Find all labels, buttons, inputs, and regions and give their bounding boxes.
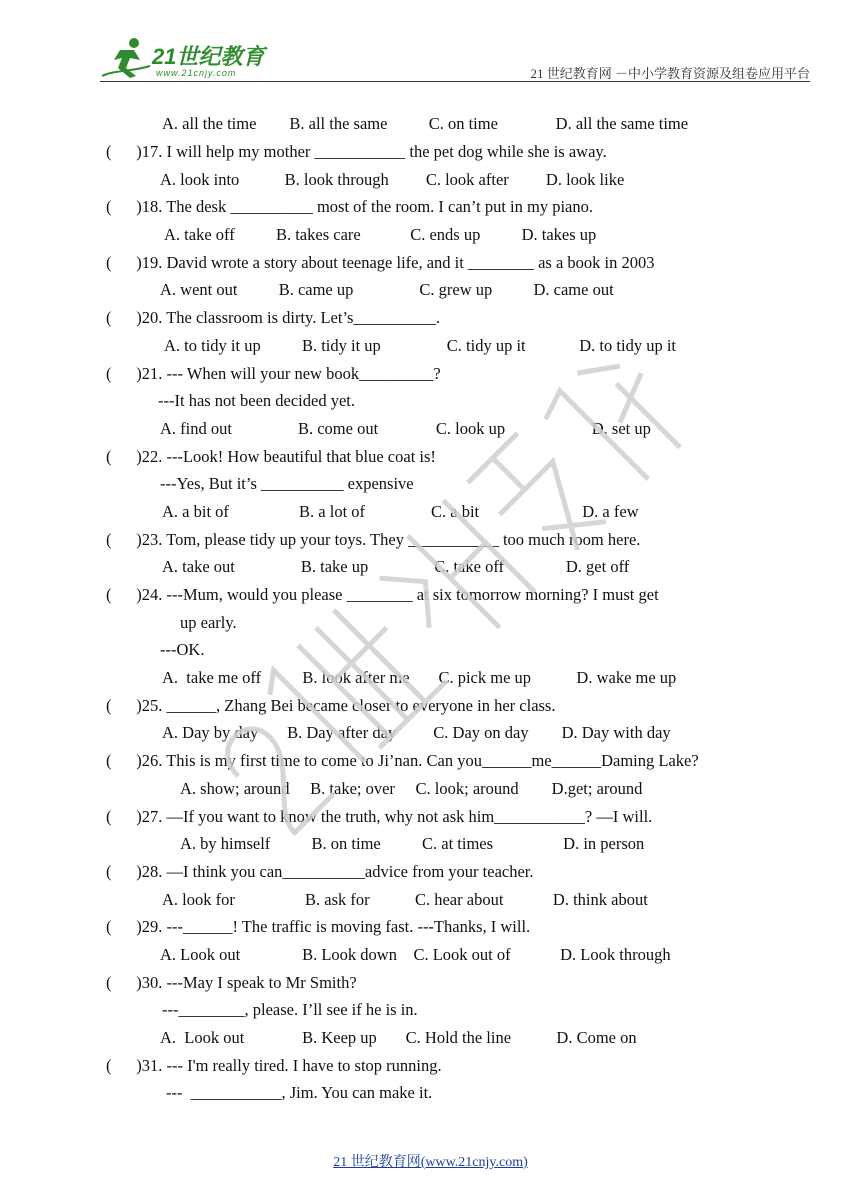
option-line: A. to tidy it up B. tidy it up C. tidy up it D. to tidy up it xyxy=(164,336,676,355)
question-29: ( )29. ---______! The traffic is moving fast. ---Thanks, I will. xyxy=(106,917,531,936)
question-continuation: up early. xyxy=(180,613,237,632)
option-line: A. Look out B. Keep up C. Hold the line D. Come on xyxy=(160,1028,637,1047)
header-divider xyxy=(100,81,810,82)
question-21: ( )21. --- When will your new book_________? xyxy=(106,364,441,383)
option-line: A. take out B. take up C. take off D. get off xyxy=(162,557,630,576)
question-19: ( )19. David wrote a story about teenage life, and it ________ as a book in 2003 xyxy=(106,253,655,272)
option-line: A. went out B. came up C. grew up D. came out xyxy=(160,280,614,299)
logo-text: 21世纪教育 xyxy=(152,44,265,69)
question-27: ( )27. —If you want to know the truth, why not ask him___________? —I will. xyxy=(106,807,653,826)
page-header xyxy=(100,36,810,82)
question-31: ( )31. --- I'm really tired. I have to stop running. xyxy=(106,1056,442,1075)
option-line: A. Day by day B. Day after day C. Day on day D. Day with day xyxy=(162,723,671,742)
question-23: ( )23. Tom, please tidy up your toys. They ___________ too much room here. xyxy=(106,530,641,549)
question-17: ( )17. I will help my mother ___________ the pet dog while she is away. xyxy=(106,142,607,161)
option-line: A. take off B. takes care C. ends up D. takes up xyxy=(164,225,597,244)
dialogue-line: ---________, please. I’ll see if he is in. xyxy=(162,1000,418,1019)
option-line: A. show; around B. take; over C. look; around D.get; around xyxy=(180,779,643,798)
option-line: A. all the time B. all the same C. on time D. all the same time xyxy=(162,114,689,133)
option-line: A. take me off B. look after me C. pick me up D. wake me up xyxy=(162,668,677,687)
header-title: 21 世纪教育网 －中小学教育资源及组卷应用平台 xyxy=(530,66,810,81)
dialogue-line: ---OK. xyxy=(160,640,205,659)
option-line: A. by himself B. on time C. at times D. in person xyxy=(180,834,645,853)
question-24: ( )24. ---Mum, would you please ________ at six tomorrow morning? I must get xyxy=(106,585,659,604)
dialogue-line: --- ___________, Jim. You can make it. xyxy=(166,1083,433,1102)
page-footer xyxy=(0,1151,861,1171)
site-logo xyxy=(100,36,280,82)
logo-url: www.21cnjy.com xyxy=(156,68,237,78)
dialogue-line: ---Yes, But it’s __________ expensive xyxy=(160,474,414,493)
option-line: A. a bit of B. a lot of C. a bit D. a few xyxy=(162,502,639,521)
footer-link[interactable]: 21 世纪教育网(www.21cnjy.com) xyxy=(333,1155,528,1170)
option-line: A. look for B. ask for C. hear about D. think about xyxy=(162,890,648,909)
question-18: ( )18. The desk __________ most of the room. I can’t put in my piano. xyxy=(106,197,593,216)
question-26: ( )26. This is my first time to come to Ji’nan. Can you______me______Daming Lake? xyxy=(106,751,699,770)
runner-icon xyxy=(100,36,152,82)
question-30: ( )30. ---May I speak to Mr Smith? xyxy=(106,973,357,992)
option-line: A. Look out B. Look down C. Look out of D. Look through xyxy=(160,945,671,964)
option-line: A. find out B. come out C. look up D. set up xyxy=(160,419,651,438)
question-25: ( )25. ______, Zhang Bei became closer to everyone in her class. xyxy=(106,696,556,715)
dialogue-line: ---It has not been decided yet. xyxy=(158,391,356,410)
question-28: ( )28. —I think you can__________advice from your teacher. xyxy=(106,862,534,881)
question-20: ( )20. The classroom is dirty. Let’s__________. xyxy=(106,308,441,327)
option-line: A. look into B. look through C. look after D. look like xyxy=(160,170,625,189)
question-22: ( )22. ---Look! How beautiful that blue coat is! xyxy=(106,447,436,466)
